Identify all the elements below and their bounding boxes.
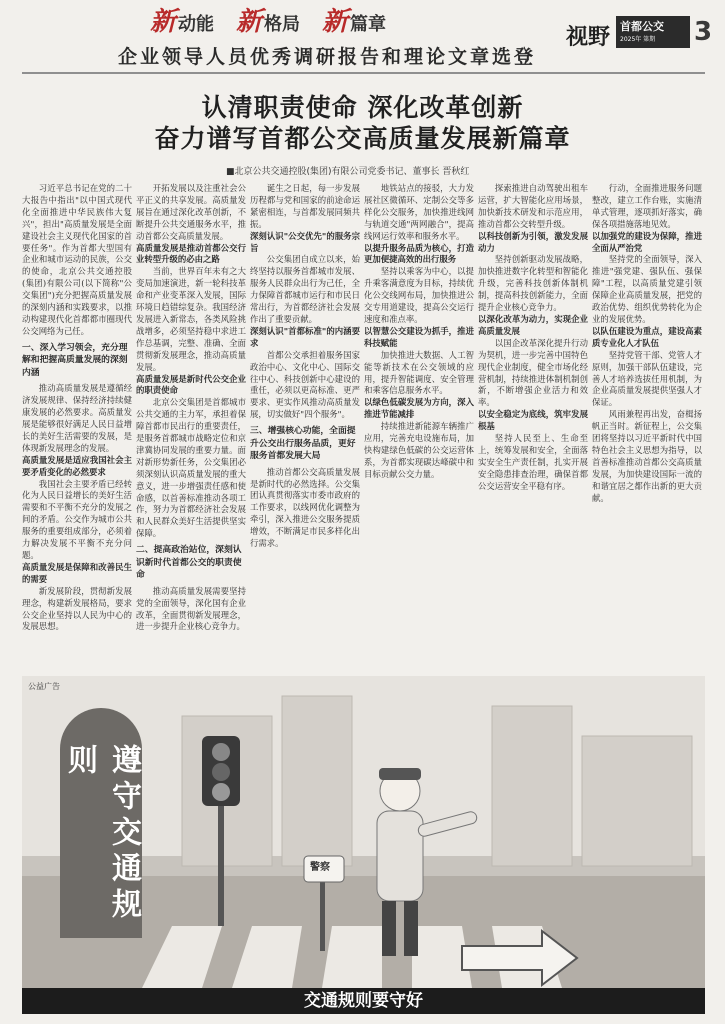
subheading: 以智慧公交建设为抓手，推进科技赋能 (364, 325, 474, 348)
paragraph: 开拓发展以及注重社会公平正义的共享发展。高质量发展旨在通过深化改革创新，不断提升公共交通服务水平，推动首都公交高质量发展。 (136, 183, 246, 241)
article-column-4 (364, 183, 474, 671)
subheading: 深刻认识"公交优先"的服务宗旨 (250, 230, 360, 253)
subheading: 以队伍建设为重点，建设高素质专业化人才队伍 (592, 325, 702, 348)
paragraph: 新发展阶段，贯彻新发展理念，构建新发展格局，要求公交企业坚持以人民为中心的发展思想。 (22, 585, 132, 632)
subheading: 深刻认识"首都标准"的内涵要求 (250, 325, 360, 348)
article-column-3 (250, 183, 360, 671)
paragraph: 以国企改革深化提升行动为契机，进一步完善中国特色现代企业制度，健全市场化经营机制，持续推进体制机制创新，不断增强企业活力和效率。 (478, 337, 588, 408)
article-column-1 (22, 183, 132, 671)
logo-word: 视野 (566, 25, 611, 50)
paragraph: 风雨兼程再出发，奋楫扬帆正当时。新征程上，公交集团将坚持以习近平新时代中国特色社会主义思想为指导，以首善标准推动首都公交高质量发展，为加快建设国际一流的和谐宜居之都作出新的更大贡献。 (592, 409, 702, 503)
paragraph: 推动高质量发展是遵循经济发展规律、保持经济持续健康发展的必然要求。高质量发展是能够很好满足人民日益增长的美好生活需要的发展，是体现新发展理念的发展。 (22, 383, 132, 453)
ad-banner (60, 708, 142, 938)
kicker-row (150, 6, 386, 36)
paragraph: 坚持以乘客为中心，以提升乘客满意度为目标，持续优化公交线网布局，加快推进公交专用道建设，提高公交运行速度和准点率。 (364, 266, 474, 324)
kicker-big-char: 新 (150, 7, 177, 37)
logo-name: 首都公交 (620, 20, 664, 33)
newspaper-logo (566, 16, 713, 52)
subheading: 高质量发展是新时代公交企业的职责使命 (136, 373, 246, 396)
subheading: 以安全稳定为底线，筑牢发展根基 (478, 409, 588, 432)
article-body (22, 183, 705, 671)
ad-slogan-bar (22, 988, 705, 1014)
kicker-word: 篇章 (350, 14, 387, 35)
page-number: 3 (694, 17, 713, 47)
section-subtitle: 企业领导人员优秀调研报告和理论文章选登 (118, 46, 537, 68)
paragraph: 坚持党管干部、党管人才原则，加强干部队伍建设，完善人才培养选拔任用机制，为企业高质量发展提供坚强人才保证。 (592, 349, 702, 408)
kicker-big-char: 新 (322, 7, 349, 37)
kicker-big-char: 新 (236, 7, 263, 37)
paragraph: 当前，世界百年未有之大变局加速演进，新一轮科技革命和产业变革深入发展，国际环境日趋错综复杂。我国经济发展进入新常态，各类风险挑战增多，必须坚持稳中求进工作总基调，完整、准确、全面贯彻新发展理念，推动高质量发展。 (136, 266, 246, 372)
section-heading: 一、深入学习领会，充分理解和把握高质量发展的深刻内涵 (22, 342, 128, 378)
paragraph: 北京公交集团是首都城市公共交通的主力军，承担着保障首都市民出行的重要责任，是服务首都城市战略定位和京津冀协同发展的重要力量。面对新形势新任务，公交集团必须深刻认识高质量发展的重大意义，进一步增强责任感和使命感，以首善标准推动各项工作，努力为首都经济社会发展和人民群众美好生活提供坚实保障。 (136, 397, 246, 539)
logo-date: 2025年 第期 (620, 36, 656, 43)
city-skyline (182, 696, 692, 866)
paragraph: 探索推进自动驾驶出租车运营，扩大智能化应用场景，加快新技术研发和示范应用，推动首都公交转型升级。 (478, 183, 588, 229)
subheading: 高质量发展是推动首都公交行业转型升级的必由之路 (136, 242, 246, 265)
paragraph: 我国社会主要矛盾已经转化为人民日益增长的美好生活需要和不平衡不充分的发展之间的矛盾。公交作为城市公共服务的重要组成部分，必须着力解决发展不平衡不充分问题。 (22, 478, 132, 560)
subheading: 以深化改革为动力，实现企业高质量发展 (478, 313, 588, 336)
police-sign-text: 警察 (310, 862, 330, 873)
paragraph: 推动首都公交高质量发展是新时代的必然选择。公交集团认真贯彻落实市委市政府的工作要求，以线网优化调整为牵引，深入推进公交服务提质增效，不断满足市民多样化出行需求。 (250, 466, 360, 549)
subheading: 高质量发展是保障和改善民生的需要 (22, 561, 132, 584)
section-heading: 二、提高政治站位，深刻认识新时代首都公交的职责使命 (136, 545, 242, 581)
kicker-word: 动能 (178, 14, 215, 35)
paragraph: 首都公交承担着服务国家政治中心、文化中心、国际交往中心、科技创新中心建设的重任，必须以更高标准、更严要求、更实作风推动高质量发展，切实做好"四个服务"。 (250, 349, 360, 420)
section-heading: 三、增强核心功能，全面提升公交出行服务品质，更好服务首都发展大局 (250, 426, 356, 462)
paragraph: 地铁站点的接驳，大力发展社区微循环、定制公交等多样化公交服务，加快推进线网与轨道交通"两网融合"，提高线网运行效率和服务水平。 (364, 183, 474, 241)
paragraph: 坚持人民至上、生命至上，统筹发展和安全，全面落实安全生产责任制，扎实开展安全隐患排查治理，确保首都公交运营安全平稳有序。 (478, 433, 588, 491)
logo-box (616, 16, 690, 48)
headline-line-2: 奋力谱写首都公交高质量发展新篇章 (154, 124, 571, 153)
headline-block (0, 92, 725, 154)
kicker-item (322, 6, 386, 36)
ad-banner-text: 遵守交通规则 (62, 744, 141, 924)
paragraph: 加快推进大数据、人工智能等新技术在公交领域的应用，提升智能调度、安全管理和乘客信息服务水平。 (364, 349, 474, 396)
subheading: 以科技创新为引领，激发发展动力 (478, 230, 588, 253)
masthead-divider (22, 72, 705, 74)
kicker-word: 格局 (264, 14, 301, 35)
ad-slogan: 交通规则要守好 (304, 991, 423, 1011)
headline-line-1: 认清职责使命 深化改革创新 (201, 93, 524, 122)
public-service-ad (22, 676, 705, 1014)
paragraph: 习近平总书记在党的二十大报告中指出"以中国式现代化全面推进中华民族伟大复兴"，担出"高质量发展是全面建设社会主义现代化国家的首要任务"。作为首都大型国有企业和城市运动的民族，公交的使命，北京公共交通控股(集团)有限公司(以下简称"公交集团")充分把握高质量发展的深刻内涵和实践要求，以推动构建现代化首都都市圈现代公交网络为己任。 (22, 183, 132, 336)
paragraph: 公交集团自成立以来，始终坚持以服务首都城市发展、服务人民群众出行为己任，全力保障首都城市运行和市民日常出行，为首都经济社会发展作出了重要贡献。 (250, 254, 360, 324)
paragraph: 推动高质量发展需要坚持党的全面领导，深化国有企业改革，全面贯彻新发展理念，进一步提升企业核心竞争力。 (136, 585, 246, 632)
kicker-item (236, 6, 300, 36)
paragraph: 坚持党的全面领导，深入推进"强党建、强队伍、强保障"工程，以高质量党建引领保障企业高质量发展，把党的政治优势、组织优势转化为企业的发展优势。 (592, 254, 702, 324)
subheading: 以绿色低碳发展为方向，深入推进节能减排 (364, 397, 474, 420)
subheading: 以加强党的建设为保障，推进全面从严治党 (592, 230, 702, 253)
article-column-6 (592, 183, 702, 671)
ad-label: 公益广告 (28, 682, 60, 691)
paragraph: 行动，全面推进服务问题整改，建立工作台账，实施清单式管理，逐项抓好落实，确保各项措施落地见效。 (592, 183, 702, 229)
paragraph: 坚持创新驱动发展战略，加快推进数字化转型和智能化升级，完善科技创新体制机制，提高科技创新能力，全面提升企业核心竞争力。 (478, 254, 588, 313)
subheading: 以提升服务品质为核心，打造更加便捷高效的出行服务 (364, 242, 474, 265)
article-column-5 (478, 183, 588, 671)
subheading: 高质量发展是适应我国社会主要矛盾变化的必然要求 (22, 454, 132, 477)
paragraph: 诞生之日起，每一步发展历程都与党和国家的前途命运紧密相连，与首都发展同频共振。 (250, 183, 360, 229)
kicker-item (150, 6, 214, 36)
masthead (0, 0, 725, 76)
byline: ■北京公共交通控股(集团)有限公司党委书记、董事长 晋秋红 (226, 167, 470, 177)
article-column-2 (136, 183, 246, 671)
paragraph: 持续推进新能源车辆推广应用，完善充电设施布局，加快构建绿色低碳的公交运营体系，为首都实现碳达峰碳中和目标贡献公交力量。 (364, 421, 474, 479)
